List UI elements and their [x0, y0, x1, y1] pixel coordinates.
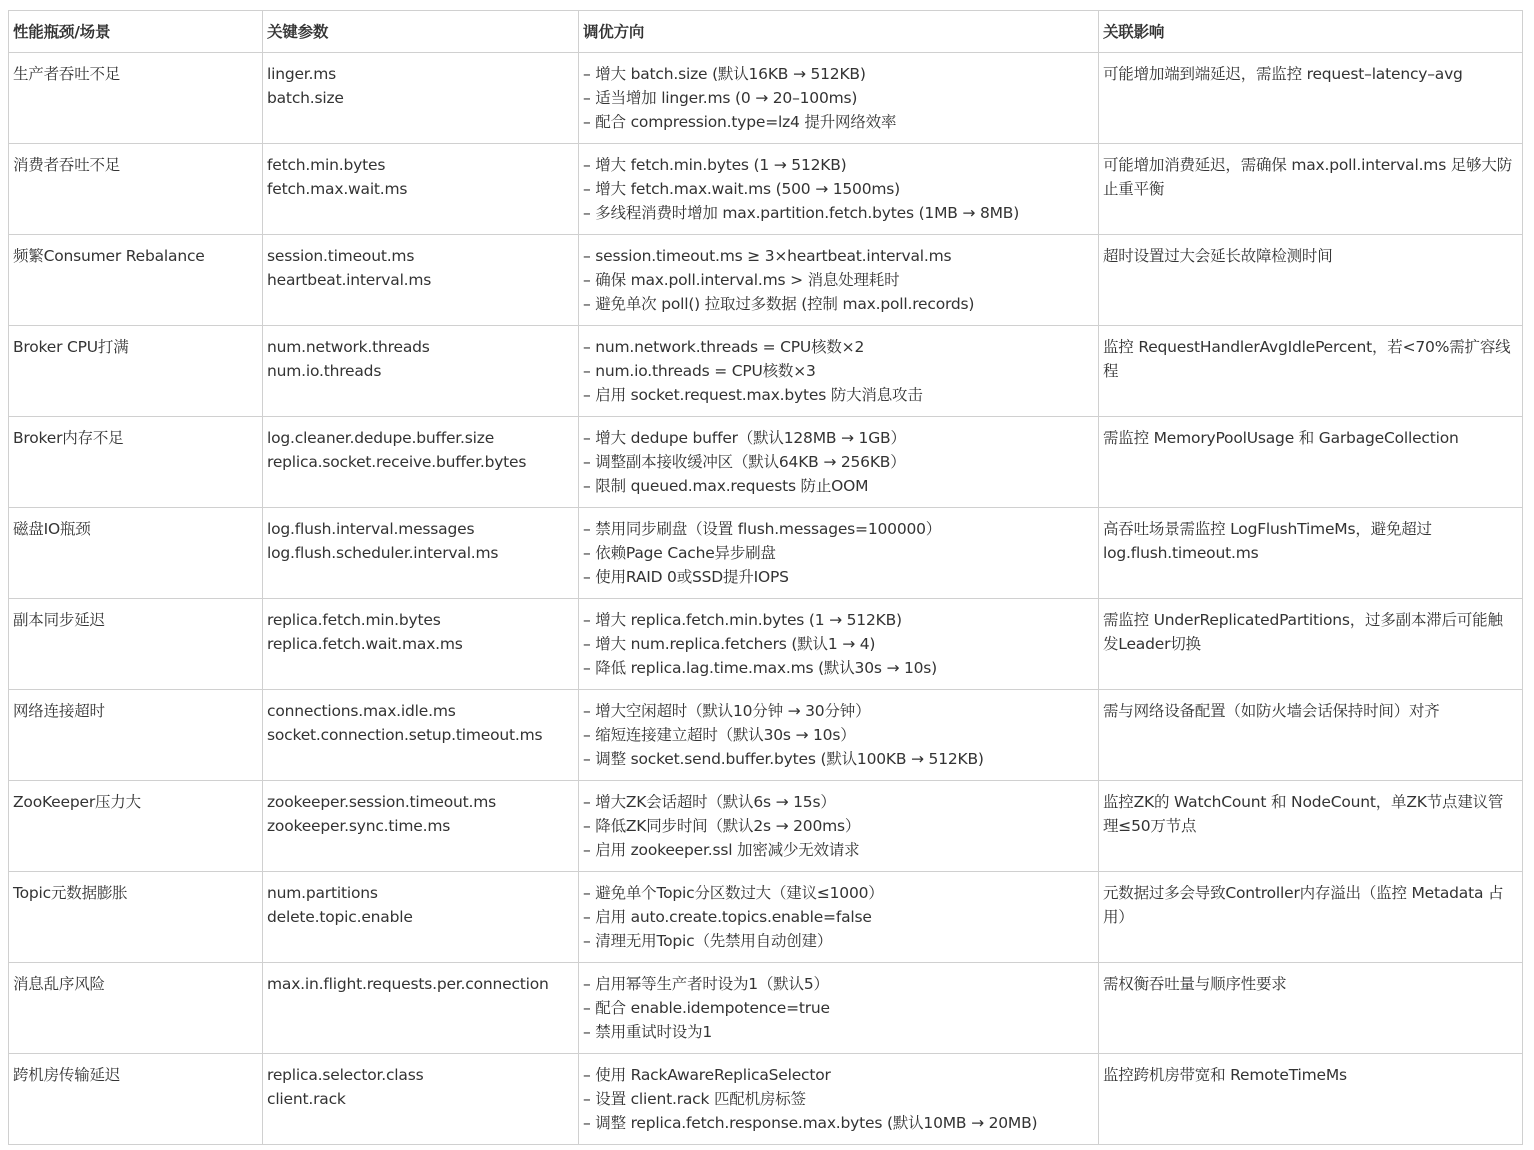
param-item: linger.ms	[267, 65, 337, 83]
tuning-cell	[579, 872, 1099, 963]
tuning-item: – 避免单个Topic分区数过大（建议≤1000）	[583, 884, 884, 902]
tuning-cell	[579, 417, 1099, 508]
impact-cell: 需与网络设备配置（如防火墙会话保持时间）对齐	[1099, 690, 1523, 781]
param-item: zookeeper.session.timeout.ms	[267, 793, 497, 811]
tuning-item: – 配合 enable.idempotence=true	[583, 999, 830, 1017]
tuning-item: – 缩短连接建立超时（默认30s → 10s）	[583, 726, 856, 744]
table-row	[9, 417, 1523, 508]
tuning-item: – 确保 max.poll.interval.ms > 消息处理耗时	[583, 271, 900, 289]
params-cell	[263, 235, 579, 326]
tuning-item: – 适当增加 linger.ms (0 → 20–100ms)	[583, 89, 858, 107]
scenario-cell: 消息乱序风险	[9, 963, 263, 1054]
impact-cell: 可能增加消费延迟，需确保 max.poll.interval.ms 足够大防止重平衡	[1099, 144, 1523, 235]
scenario-cell: 跨机房传输延迟	[9, 1054, 263, 1145]
header-row	[9, 11, 1523, 53]
params-cell	[263, 417, 579, 508]
scenario-cell: 副本同步延迟	[9, 599, 263, 690]
param-item: replica.fetch.min.bytes	[267, 611, 441, 629]
param-item: log.flush.interval.messages	[267, 520, 475, 538]
scenario-cell: 生产者吞吐不足	[9, 53, 263, 144]
params-cell	[263, 144, 579, 235]
param-item: replica.socket.receive.buffer.bytes	[267, 453, 527, 471]
table-row	[9, 326, 1523, 417]
params-cell	[263, 1054, 579, 1145]
tuning-item: – 调整 replica.fetch.response.max.bytes (默认10MB → 20MB)	[583, 1114, 1038, 1132]
table-body	[9, 53, 1523, 1145]
tuning-item: – 配合 compression.type=lz4 提升网络效率	[583, 113, 897, 131]
table-row	[9, 963, 1523, 1054]
tuning-item: – 启用 socket.request.max.bytes 防大消息攻击	[583, 386, 923, 404]
impact-cell: 监控 RequestHandlerAvgIdlePercent，若<70%需扩容线程	[1099, 326, 1523, 417]
header-scenario: 性能瓶颈/场景	[9, 11, 263, 53]
tuning-item: – 依赖Page Cache异步刷盘	[583, 544, 776, 562]
params-cell	[263, 326, 579, 417]
impact-cell: 元数据过多会导致Controller内存溢出（监控 Metadata 占用）	[1099, 872, 1523, 963]
tuning-item: – 增大 batch.size (默认16KB → 512KB)	[583, 65, 866, 83]
impact-cell: 可能增加端到端延迟，需监控 request–latency–avg	[1099, 53, 1523, 144]
impact-cell: 需监控 MemoryPoolUsage 和 GarbageCollection	[1099, 417, 1523, 508]
tuning-item: – 增大 dedupe buffer（默认128MB → 1GB）	[583, 429, 906, 447]
tuning-item: – num.network.threads = CPU核数×2	[583, 338, 865, 356]
param-item: log.cleaner.dedupe.buffer.size	[267, 429, 495, 447]
tuning-item: – 调整副本接收缓冲区（默认64KB → 256KB）	[583, 453, 906, 471]
table-row	[9, 144, 1523, 235]
tuning-cell	[579, 53, 1099, 144]
param-item: num.io.threads	[267, 362, 382, 380]
params-cell	[263, 781, 579, 872]
param-item: zookeeper.sync.time.ms	[267, 817, 451, 835]
impact-cell: 监控跨机房带宽和 RemoteTimeMs	[1099, 1054, 1523, 1145]
scenario-cell: 消费者吞吐不足	[9, 144, 263, 235]
tuning-item: – 多线程消费时增加 max.partition.fetch.bytes (1MB → 8MB)	[583, 204, 1020, 222]
param-item: log.flush.scheduler.interval.ms	[267, 544, 499, 562]
table-row	[9, 872, 1523, 963]
tuning-item: – 清理无用Topic（先禁用自动创建）	[583, 932, 833, 950]
params-cell	[263, 872, 579, 963]
impact-cell: 超时设置过大会延长故障检测时间	[1099, 235, 1523, 326]
tuning-item: – 增大 num.replica.fetchers (默认1 → 4)	[583, 635, 876, 653]
params-cell	[263, 508, 579, 599]
table-row	[9, 508, 1523, 599]
tuning-item: – 避免单次 poll() 拉取过多数据 (控制 max.poll.records)	[583, 295, 975, 313]
table-row	[9, 599, 1523, 690]
table-row	[9, 53, 1523, 144]
impact-cell: 需权衡吞吐量与顺序性要求	[1099, 963, 1523, 1054]
params-cell	[263, 690, 579, 781]
params-cell	[263, 53, 579, 144]
tuning-item: – 增大 fetch.min.bytes (1 → 512KB)	[583, 156, 847, 174]
tuning-item: – 使用 RackAwareReplicaSelector	[583, 1066, 831, 1084]
param-item: client.rack	[267, 1090, 346, 1108]
scenario-cell: 磁盘IO瓶颈	[9, 508, 263, 599]
param-item: connections.max.idle.ms	[267, 702, 456, 720]
table-row	[9, 781, 1523, 872]
impact-cell: 需监控 UnderReplicatedPartitions，过多副本滞后可能触发Leader切换	[1099, 599, 1523, 690]
tuning-item: – 增大 fetch.max.wait.ms (500 → 1500ms)	[583, 180, 900, 198]
tuning-item: – 降低 replica.lag.time.max.ms (默认30s → 10s)	[583, 659, 938, 677]
tuning-cell	[579, 508, 1099, 599]
tuning-item: – 增大ZK会话超时（默认6s → 15s）	[583, 793, 836, 811]
scenario-cell: 频繁Consumer Rebalance	[9, 235, 263, 326]
param-item: max.in.flight.requests.per.connection	[267, 975, 549, 993]
tuning-cell	[579, 235, 1099, 326]
param-item: heartbeat.interval.ms	[267, 271, 432, 289]
params-cell	[263, 963, 579, 1054]
tuning-cell	[579, 144, 1099, 235]
tuning-item: – 使用RAID 0或SSD提升IOPS	[583, 568, 789, 586]
tuning-item: – num.io.threads = CPU核数×3	[583, 362, 816, 380]
tuning-cell	[579, 599, 1099, 690]
tuning-item: – 设置 client.rack 匹配机房标签	[583, 1090, 806, 1108]
param-item: replica.fetch.wait.max.ms	[267, 635, 463, 653]
header-tuning: 调优方向	[579, 11, 1099, 53]
scenario-cell: ZooKeeper压力大	[9, 781, 263, 872]
tuning-item: – session.timeout.ms ≥ 3×heartbeat.interval.ms	[583, 247, 952, 265]
tuning-item: – 启用 auto.create.topics.enable=false	[583, 908, 872, 926]
header-impact: 关联影响	[1099, 11, 1523, 53]
impact-cell: 高吞吐场景需监控 LogFlushTimeMs，避免超过log.flush.timeout.ms	[1099, 508, 1523, 599]
tuning-cell	[579, 1054, 1099, 1145]
param-item: batch.size	[267, 89, 344, 107]
param-item: session.timeout.ms	[267, 247, 415, 265]
tuning-item: – 禁用同步刷盘（设置 flush.messages=100000）	[583, 520, 942, 538]
tuning-cell	[579, 326, 1099, 417]
impact-cell: 监控ZK的 WatchCount 和 NodeCount，单ZK节点建议管理≤50万节点	[1099, 781, 1523, 872]
param-item: num.partitions	[267, 884, 378, 902]
table-row	[9, 690, 1523, 781]
tuning-item: – 增大空闲超时（默认10分钟 → 30分钟）	[583, 702, 871, 720]
tuning-cell	[579, 963, 1099, 1054]
scenario-cell: Broker CPU打满	[9, 326, 263, 417]
param-item: delete.topic.enable	[267, 908, 413, 926]
tuning-item: – 限制 queued.max.requests 防止OOM	[583, 477, 869, 495]
tuning-item: – 调整 socket.send.buffer.bytes (默认100KB → 512KB)	[583, 750, 984, 768]
header-params: 关键参数	[263, 11, 579, 53]
tuning-item: – 降低ZK同步时间（默认2s → 200ms）	[583, 817, 861, 835]
kafka-tuning-table	[8, 10, 1523, 1145]
param-item: num.network.threads	[267, 338, 430, 356]
scenario-cell: Broker内存不足	[9, 417, 263, 508]
tuning-cell	[579, 690, 1099, 781]
table-row	[9, 235, 1523, 326]
param-item: fetch.min.bytes	[267, 156, 386, 174]
params-cell	[263, 599, 579, 690]
scenario-cell: 网络连接超时	[9, 690, 263, 781]
tuning-item: – 启用 zookeeper.ssl 加密减少无效请求	[583, 841, 860, 859]
table-row	[9, 1054, 1523, 1145]
param-item: fetch.max.wait.ms	[267, 180, 408, 198]
param-item: replica.selector.class	[267, 1066, 424, 1084]
tuning-item: – 增大 replica.fetch.min.bytes (1 → 512KB)	[583, 611, 902, 629]
param-item: socket.connection.setup.timeout.ms	[267, 726, 543, 744]
tuning-item: – 禁用重试时设为1	[583, 1023, 713, 1041]
tuning-item: – 启用幂等生产者时设为1（默认5）	[583, 975, 829, 993]
scenario-cell: Topic元数据膨胀	[9, 872, 263, 963]
tuning-cell	[579, 781, 1099, 872]
